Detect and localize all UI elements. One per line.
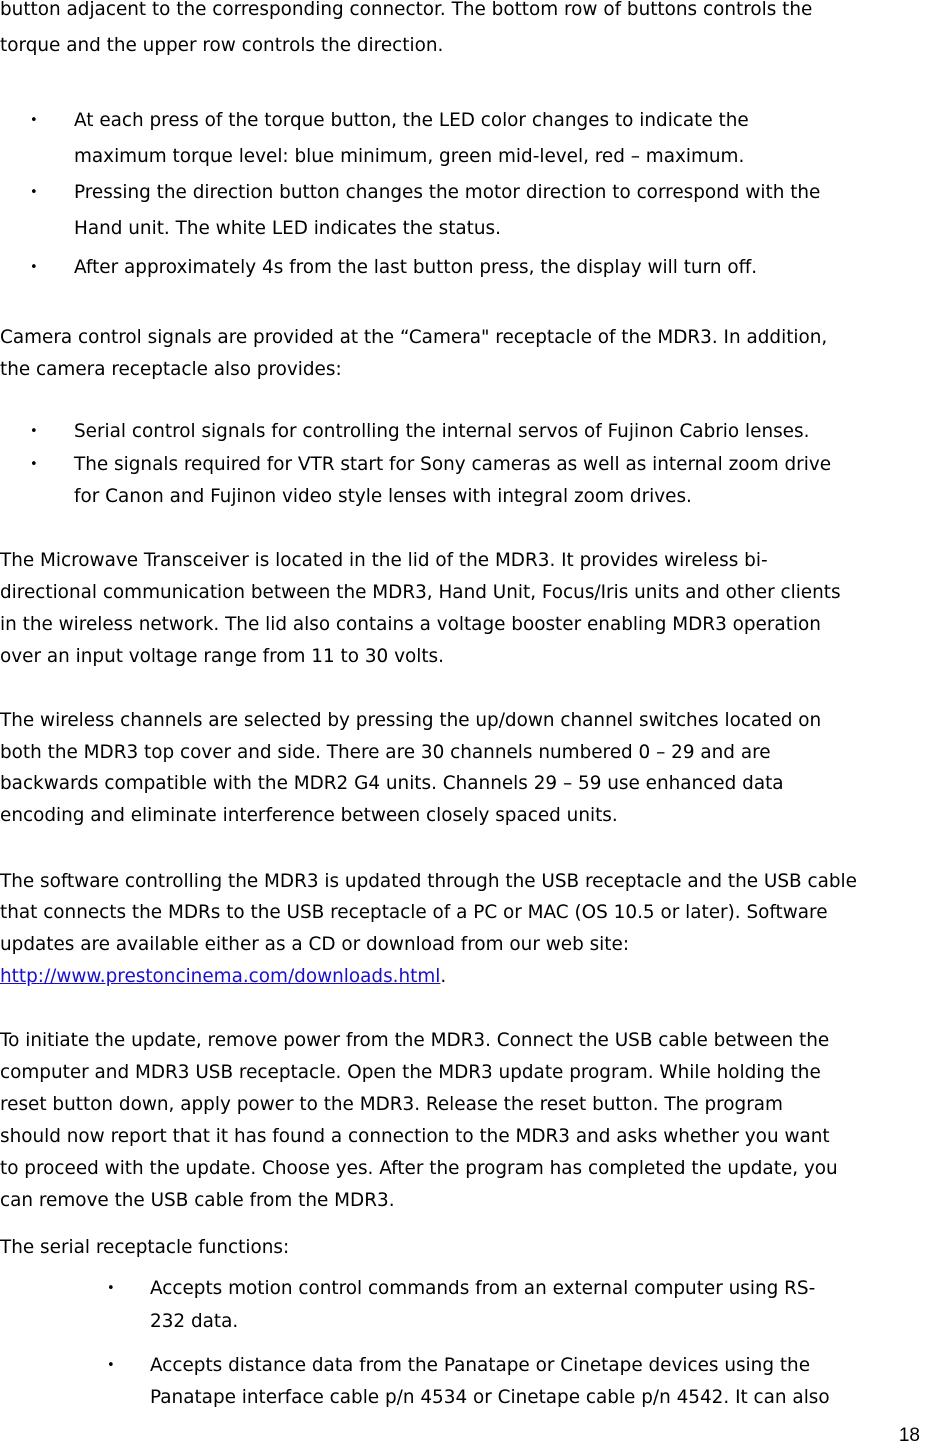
list-item <box>107 1350 811 1382</box>
channels-line-3: backwards compatible with the MDR2 G4 units. Channels 29 – 59 use enhanced data <box>0 773 784 794</box>
list-item-text: Accepts motion control commands from an external computer using RS- <box>150 1278 816 1299</box>
bullet-icon: • <box>30 424 38 439</box>
serial-line-1: The serial receptacle functions: <box>0 1237 290 1258</box>
software-line-2: that connects the MDRs to the USB receptacle of a PC or MAC (OS 10.5 or later). Software <box>0 902 828 923</box>
list-item-continuation <box>150 1382 830 1414</box>
list-item-text: 232 data. <box>150 1311 239 1332</box>
camera-line-2: the camera receptacle also provides: <box>0 359 342 380</box>
list-item-continuation <box>74 141 744 173</box>
downloads-link[interactable]: http://www.prestoncinema.com/downloads.html <box>0 966 441 987</box>
software-line-3: updates are available either as a CD or download from our web site: <box>0 934 630 955</box>
bullet-icon: • <box>107 1281 115 1296</box>
update-line-4: should now report that it has found a connection to the MDR3 and asks whether you want <box>0 1126 830 1147</box>
list-item <box>30 449 832 481</box>
list-item-text: Serial control signals for controlling the internal servos of Fujinon Cabrio lenses. <box>74 421 810 442</box>
bullet-icon: • <box>30 113 38 128</box>
list-item-continuation <box>74 481 692 513</box>
bullet-icon: • <box>30 260 38 275</box>
list-item <box>30 416 810 448</box>
list-item-continuation <box>150 1306 238 1338</box>
page-number: 18 <box>898 1425 920 1446</box>
channels-line-4: encoding and eliminate interference between closely spaced units. <box>0 805 618 826</box>
list-item <box>30 105 749 137</box>
channels-line-2: both the MDR3 top cover and side. There are 30 channels numbered 0 – 29 and are <box>0 742 771 763</box>
bullet-icon: • <box>30 185 38 200</box>
microwave-line-3: in the wireless network. The lid also contains a voltage booster enabling MDR3 operation <box>0 614 821 635</box>
microwave-line-1: The Microwave Transceiver is located in the lid of the MDR3. It provides wireless bi- <box>0 550 768 571</box>
update-line-5: to proceed with the update. Choose yes. After the program has completed the update, you <box>0 1158 838 1179</box>
bullet-icon: • <box>107 1358 115 1373</box>
list-item-text: At each press of the torque button, the LED color changes to indicate the <box>74 110 749 131</box>
list-item <box>30 252 758 284</box>
list-item-text: Pressing the direction button changes the motor direction to correspond with the <box>74 182 821 203</box>
update-line-2: computer and MDR3 USB receptacle. Open the MDR3 update program. While holding the <box>0 1062 821 1083</box>
bullet-icon: • <box>30 457 38 472</box>
list-item-text: Hand unit. The white LED indicates the status. <box>74 218 501 239</box>
camera-line-1: Camera control signals are provided at the “Camera" receptacle of the MDR3. In addition, <box>0 327 828 348</box>
microwave-line-4: over an input voltage range from 11 to 30 volts. <box>0 646 444 667</box>
list-item-text: The signals required for VTR start for Sony cameras as well as internal zoom drive <box>74 454 832 475</box>
list-item-text: Panatape interface cable p/n 4534 or Cinetape cable p/n 4542. It can also <box>150 1387 830 1408</box>
update-line-6: can remove the USB cable from the MDR3. <box>0 1190 395 1211</box>
list-item-text: After approximately 4s from the last button press, the display will turn off. <box>74 257 758 278</box>
list-item <box>107 1273 816 1305</box>
software-line-1: The software controlling the MDR3 is updated through the USB receptacle and the USB cable <box>0 871 857 892</box>
link-trailing-period: . <box>440 966 447 987</box>
update-line-3: reset button down, apply power to the MDR3. Release the reset button. The program <box>0 1094 783 1115</box>
list-item <box>30 177 821 209</box>
list-item-text: Accepts distance data from the Panatape or Cinetape devices using the <box>150 1355 811 1376</box>
intro-line-1: button adjacent to the corresponding connector. The bottom row of buttons controls the <box>0 0 813 20</box>
channels-line-1: The wireless channels are selected by pressing the up/down channel switches located on <box>0 710 822 731</box>
intro-line-2: torque and the upper row controls the direction. <box>0 35 444 56</box>
update-line-1: To initiate the update, remove power from the MDR3. Connect the USB cable between the <box>0 1030 830 1051</box>
microwave-line-2: directional communication between the MDR3, Hand Unit, Focus/Iris units and other clients <box>0 582 841 603</box>
list-item-continuation <box>74 213 501 245</box>
software-line-4 <box>0 961 930 993</box>
list-item-text: for Canon and Fujinon video style lenses with integral zoom drives. <box>74 486 692 507</box>
list-item-text: maximum torque level: blue minimum, green mid-level, red – maximum. <box>74 146 745 167</box>
